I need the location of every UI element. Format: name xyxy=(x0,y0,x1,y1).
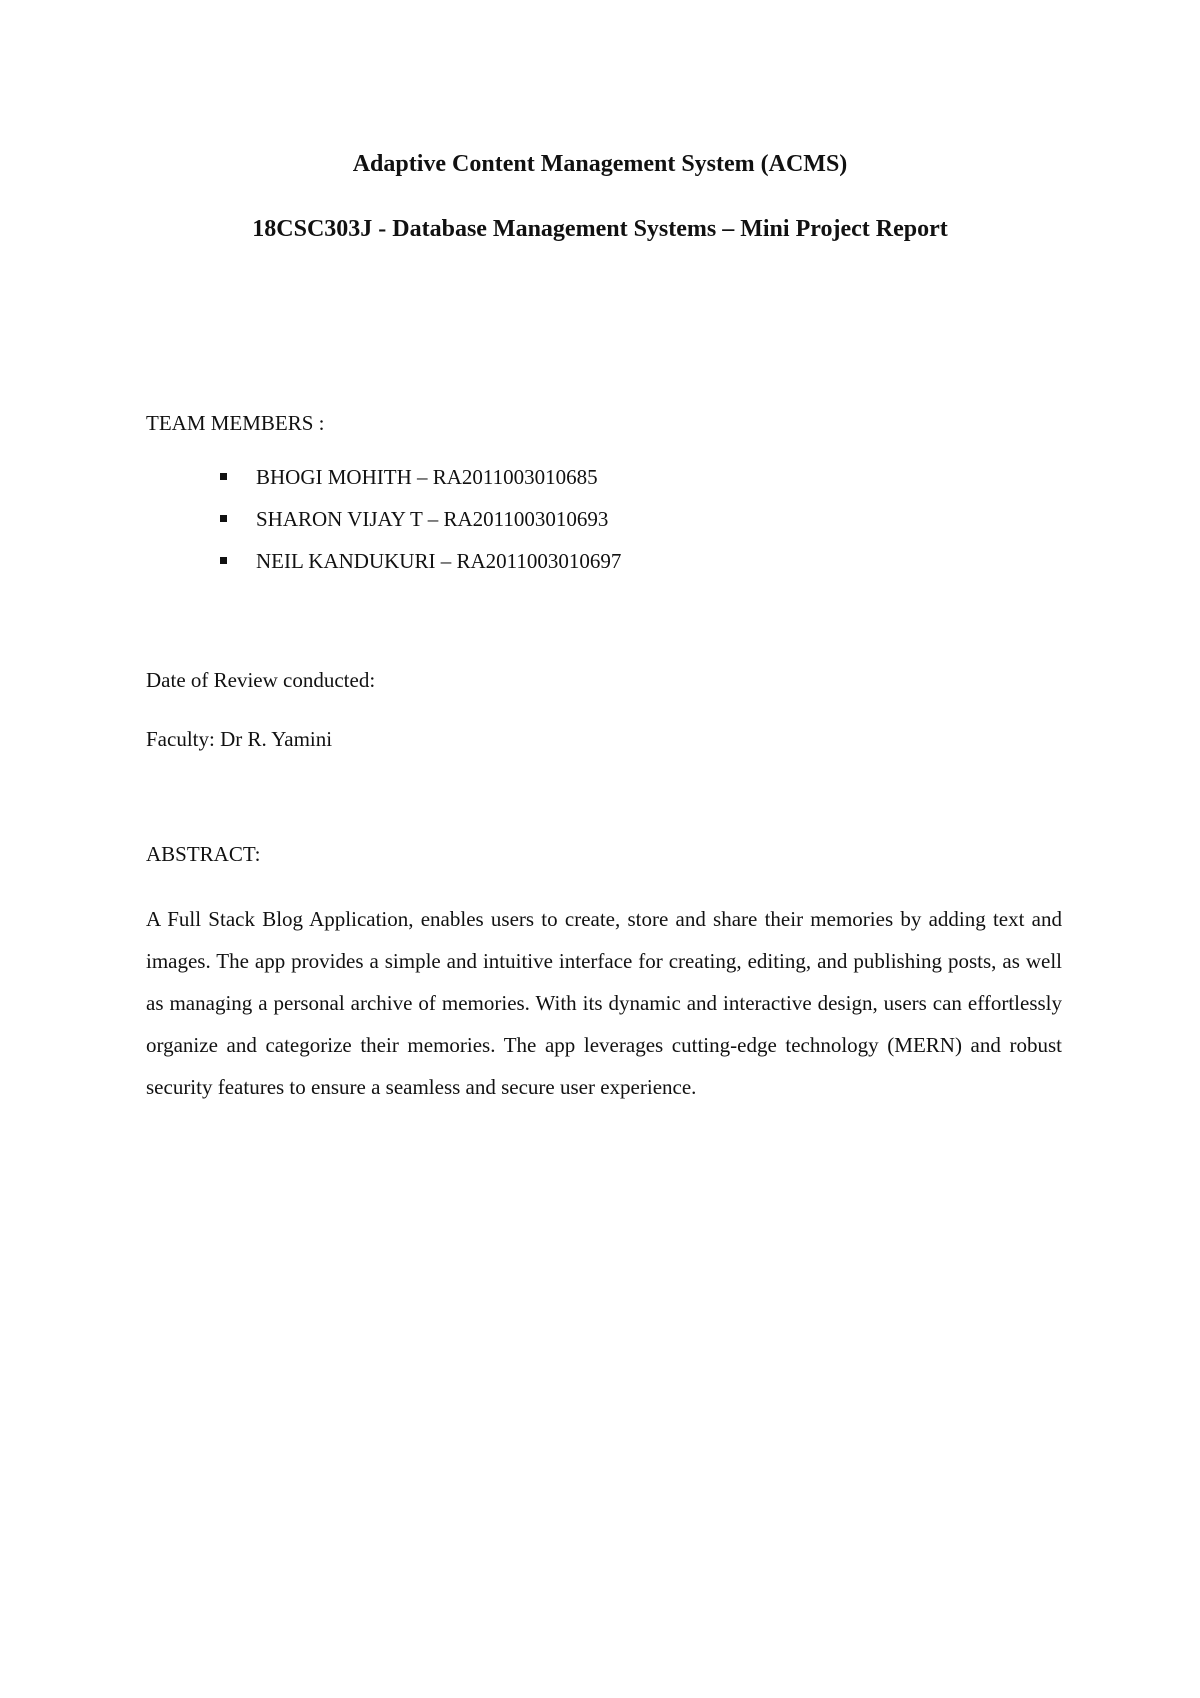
review-date-label: Date of Review conducted: xyxy=(146,668,376,692)
square-bullet-icon xyxy=(220,473,227,480)
document-title: Adaptive Content Management System (ACMS) xyxy=(352,151,848,177)
square-bullet-icon xyxy=(220,515,227,522)
team-member-name: BHOGI MOHITH – RA2011003010685 xyxy=(256,465,598,489)
square-bullet-icon xyxy=(220,557,227,564)
document-subtitle: 18CSC303J - Database Management Systems – Mini Project Report xyxy=(252,216,948,242)
team-member-name: NEIL KANDUKURI – RA2011003010697 xyxy=(256,549,622,573)
faculty-name: Faculty: Dr R. Yamini xyxy=(146,727,333,751)
team-members-heading: TEAM MEMBERS : xyxy=(146,411,325,435)
team-member-name: SHARON VIJAY T – RA2011003010693 xyxy=(256,507,609,531)
abstract-text: A Full Stack Blog Application, enables users to create, store and share their memories by adding text and images. The app provides a simple and intuitive interface for creating, editing, and publishing posts, as well as managing a personal archive of memories. With its dynamic and interactive design, users can effortlessly organize and categorize their memories. The app leverages cutting-edge technology (MERN) and robust security features to ensure a seamless and secure user experience. xyxy=(146,907,1062,1099)
abstract-heading: ABSTRACT: xyxy=(146,842,261,866)
